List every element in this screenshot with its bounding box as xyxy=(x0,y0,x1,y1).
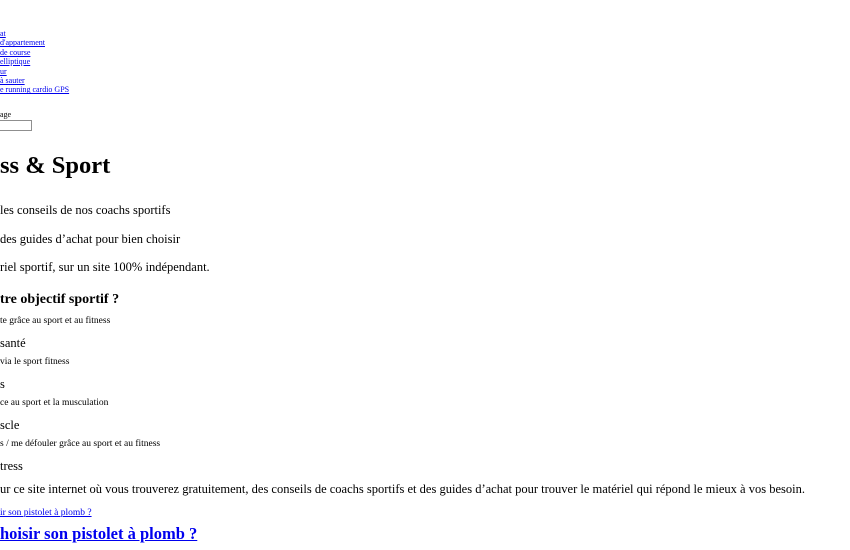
intro-line-independant: riel sportif, sur un site 100% indépendant. xyxy=(0,260,210,274)
nav-link-item xyxy=(0,38,69,47)
objective-desc-sante: via le sport fitness xyxy=(0,356,70,367)
intro-line-coachs: les conseils de nos coachs sportifs xyxy=(0,202,171,217)
search-label: age xyxy=(0,110,12,119)
link-rameur[interactable]: ur xyxy=(0,66,7,76)
objective-desc-musculation: ce au sport et la musculation xyxy=(0,397,109,408)
article-link-pistolet-heading[interactable]: hoisir son pistolet à plomb ? xyxy=(0,524,198,543)
objective-title-sante: santé xyxy=(0,335,26,350)
objective-title-muscle: scle xyxy=(0,417,20,432)
objectives-heading: tre objectif sportif ? xyxy=(0,291,120,307)
nav-link-item xyxy=(0,76,69,85)
nav-link-item xyxy=(0,67,69,76)
objective-title-stress: tress xyxy=(0,458,23,473)
article-link-pistolet-small[interactable]: ir son pistolet à plomb ? xyxy=(0,507,92,518)
link-corde-a-sauter[interactable]: à sauter xyxy=(0,75,25,85)
objective-title-muscles: s xyxy=(0,376,5,391)
link-velo-elliptique[interactable]: elliptique xyxy=(0,57,31,67)
objective-desc-maigrir: te grâce au sport et au fitness xyxy=(0,315,111,326)
nav-link-item xyxy=(0,48,69,57)
nav-link-item xyxy=(0,85,69,94)
search-input[interactable] xyxy=(0,120,32,131)
nav-link-item xyxy=(0,57,69,66)
page-title: ss & Sport xyxy=(0,152,111,179)
objective-desc-defouler: s / me défouler grâce au sport et au fitness xyxy=(0,438,161,449)
link-tapis-de-course[interactable]: de course xyxy=(0,47,31,57)
link-montre-running-gps[interactable]: e running cardio GPS xyxy=(0,85,70,95)
welcome-paragraph: ur ce site internet où vous trouverez gratuitement, des conseils de coachs sportifs et des guides d’achat pour trouver le matériel qui répond le mieux à vos besoin. xyxy=(0,482,805,496)
link-velo-appartement[interactable]: d'appartement xyxy=(0,38,45,48)
intro-line-guides: des guides d’achat pour bien choisir xyxy=(0,231,181,246)
nav-link-item xyxy=(0,29,69,38)
link-achat[interactable]: at xyxy=(0,29,6,38)
article-heading xyxy=(0,525,197,544)
sidebar-product-links xyxy=(0,29,69,95)
